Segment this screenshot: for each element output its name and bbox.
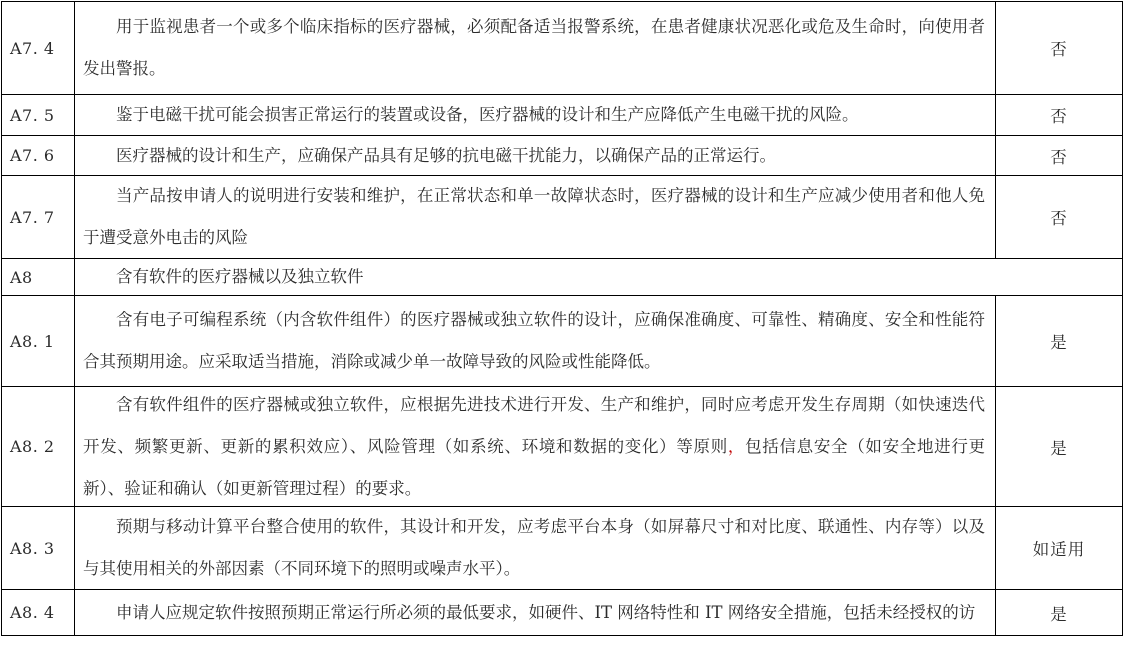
table-row-a7-4: [2, 2, 1122, 95]
requirement-text: 用于监视患者一个或多个临床指标的医疗器械，必须配备适当报警系统，在患者健康状况恶化或危及生命时，向使用者发出警报。: [83, 17, 985, 78]
applicability-value: 否: [1050, 147, 1068, 167]
clause-id-cell: [2, 95, 75, 135]
requirement-text: 预期与移动计算平台整合使用的软件，其设计和开发，应考虑平台本身（如屏幕尺寸和对比度、联通性、内存等）以及与其使用相关的外部因素（不同环境下的照明或噪声水平）。: [83, 517, 985, 578]
clause-id-cell: [2, 2, 75, 94]
requirement-cell: [75, 176, 996, 258]
applicability-value: 否: [1050, 107, 1068, 126]
requirement-text-part2: 包括信息安全（如安全地进行更新）、验证和确认（如更新管理过程）的要求。: [83, 436, 985, 498]
applicability-cell: [996, 136, 1122, 175]
clause-id: A8. 1: [10, 331, 55, 351]
clause-id: A7. 6: [10, 146, 55, 165]
clause-id: A7. 5: [10, 105, 55, 125]
applicability-cell: [996, 387, 1122, 506]
clause-id-cell: [2, 296, 75, 386]
applicability-cell: [996, 507, 1122, 589]
applicability-cell: [996, 296, 1122, 386]
table-row-a8-1: [2, 296, 1122, 387]
section-title-text: 含有软件的医疗器械以及独立软件: [116, 267, 364, 286]
clause-id-cell: [2, 507, 75, 589]
table-row-a7-5: [2, 95, 1122, 136]
requirement-text: 当产品按申请人的说明进行安装和维护，在正常状态和单一故障状态时，医疗器械的设计和生产应减少使用者和他人免于遭受意外电击的风险: [83, 186, 985, 247]
applicability-value: 是: [1050, 604, 1068, 624]
applicability-value: 否: [1050, 40, 1068, 59]
clause-id: A8: [10, 267, 33, 287]
table-row-a8-3: [2, 507, 1122, 590]
clause-id: A8. 2: [10, 437, 55, 456]
clause-id-cell: [2, 176, 75, 258]
clause-id-cell: [2, 259, 75, 295]
clause-id: A8. 4: [10, 603, 55, 622]
requirement-cell: [75, 507, 996, 589]
applicability-value: 是: [1050, 438, 1068, 458]
applicability-cell: [996, 590, 1122, 635]
clause-id-cell: [2, 590, 75, 635]
table-row-a8-2: [2, 387, 1122, 507]
section-title-cell: [75, 259, 1122, 295]
requirement-text: 鉴于电磁干扰可能会损害正常运行的装置或设备，医疗器械的设计和生产应降低产生电磁干扰的风险。: [116, 105, 859, 124]
clause-id: A7. 7: [10, 207, 55, 227]
requirement-cell: [75, 136, 996, 175]
red-comma-mark: ，: [727, 436, 746, 456]
clause-id-cell: [2, 136, 75, 175]
clause-id: A8. 3: [10, 538, 55, 558]
table-row-a7-7: [2, 176, 1122, 259]
applicability-cell: [996, 2, 1122, 94]
applicability-cell: [996, 95, 1122, 135]
clause-id-cell: [2, 387, 75, 506]
requirement-cell: [75, 387, 996, 506]
requirement-cell: [75, 2, 996, 94]
table-row-a8-4: [2, 590, 1122, 635]
applicability-value: 如适用: [1032, 540, 1086, 559]
requirement-text-part1: 含有软件组件的医疗器械或独立软件，应根据先进技术进行开发、生产和维护，同时应考虑开发生存周期（如快速迭代开发、频繁更新、更新的累积效应）、风险管理（如系统、环境和数据的变化）等原则: [83, 394, 985, 456]
applicability-value: 是: [1050, 333, 1068, 352]
applicability-value: 否: [1050, 209, 1068, 228]
requirement-text: 申请人应规定软件按照预期正常运行所必须的最低要求，如硬件、IT 网络特性和 IT 网络安全措施，包括未经授权的访: [116, 602, 976, 622]
applicability-cell: [996, 176, 1122, 258]
requirement-cell: [75, 296, 996, 386]
requirement-text: 含有电子可编程系统（内含软件组件）的医疗器械或独立软件的设计，应确保准确度、可靠性、精确度、安全和性能符合其预期用途。应采取适当措施，消除或减少单一故障导致的风险或性能降低。: [83, 310, 985, 371]
table-row-a8: [2, 259, 1122, 296]
requirements-table: [1, 1, 1123, 636]
clause-id: A7. 4: [10, 38, 55, 58]
requirement-cell: [75, 590, 996, 635]
requirement-text: 医疗器械的设计和生产，应确保产品具有足够的抗电磁干扰能力，以确保产品的正常运行。: [116, 145, 776, 165]
requirement-text: [83, 387, 985, 506]
table-row-a7-6: [2, 136, 1122, 176]
requirement-cell: [75, 95, 996, 135]
